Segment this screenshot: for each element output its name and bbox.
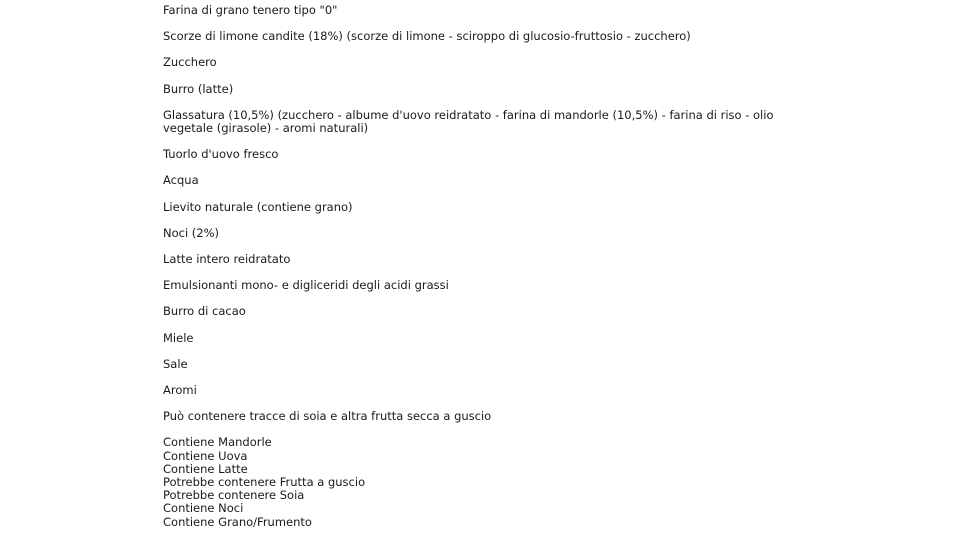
ingredient-item: Farina di grano tenero tipo "0" [163,3,338,17]
allergen-section [163,436,823,528]
allergen-item: Potrebbe contenere Soia [163,488,305,503]
ingredient-item: Noci (2%) [163,225,220,240]
allergen-list [163,436,823,528]
ingredient-item: Acqua [163,173,199,188]
ingredient-item: Sale [163,356,188,371]
ingredient-item: Burro di cacao [163,304,246,319]
ingredient-item: Tuorlo d'uovo fresco [163,147,279,162]
ingredient-item: Zucchero [163,55,217,70]
ingredients-list [163,4,823,540]
allergen-trace-note: Può contenere tracce di soia e altra frutta secca a guscio [163,409,492,424]
allergen-item: Potrebbe contenere Frutta a guscio [163,475,366,490]
ingredient-item: Lievito naturale (contiene grano) [163,199,353,214]
ingredient-item: Scorze di limone candite (18%) (scorze di limone - sciroppo di glucosio-fruttosio - zucchero) [163,29,691,44]
allergen-item: Contiene Uova [163,448,248,463]
ingredient-item: Aromi [163,383,197,398]
allergen-item: Contiene Grano/Frumento [163,514,312,529]
allergen-item: Contiene Mandorle [163,435,272,450]
ingredient-item: Glassatura (10,5%) (zucchero - albume d'uovo reidratato - farina di mandorle (10,5%) - farina di riso - olio vegetale (girasole) - aromi naturali) [163,107,774,136]
allergen-item: Contiene Latte [163,461,248,476]
ingredient-item: Latte intero reidratato [163,252,291,267]
ingredient-item: Miele [163,330,194,345]
allergen-item: Contiene Noci [163,501,244,516]
ingredient-item: Burro (latte) [163,81,234,96]
ingredient-item: Emulsionanti mono- e digliceridi degli acidi grassi [163,278,449,293]
